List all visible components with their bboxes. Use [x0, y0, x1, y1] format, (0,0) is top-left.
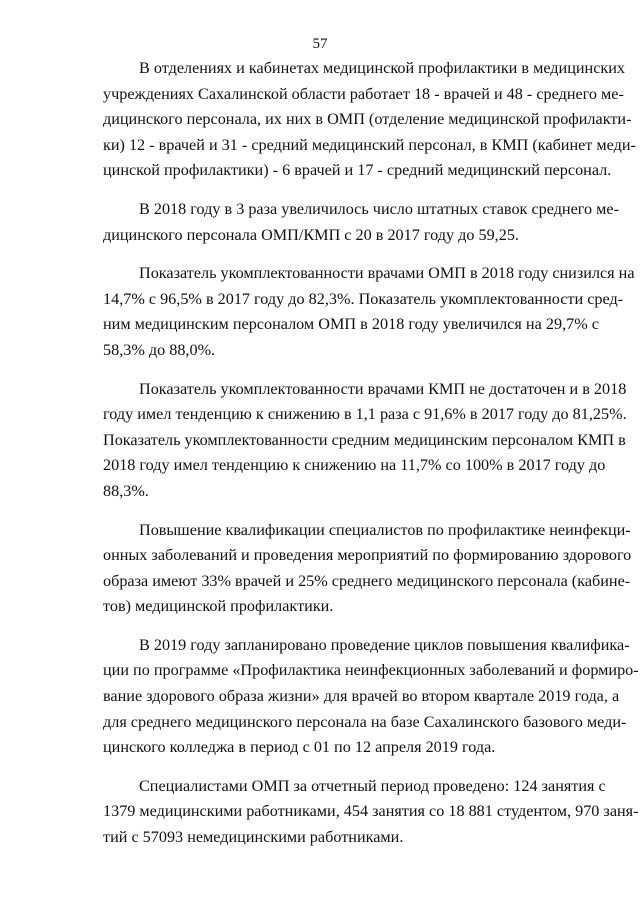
text-line: В отделениях и кабинетах медицинской профилактики в медицинских [139, 59, 625, 77]
text-line: В 2018 году в 3 раза увеличилось число штатных ставок среднего ме- [139, 199, 619, 218]
text-line: Показатель укомплектованности врачами КМП не достаточен и в 2018 [139, 379, 627, 398]
text-line: ции по программе «Профилактика неинфекционных заболеваний и формиро- [103, 661, 639, 680]
text-line: 14,7% с 96,5% в 2017 году до 82,3%. Показатель укомплектованности сред- [103, 289, 624, 308]
text-line: тов) медицинской профилактики. [103, 597, 334, 616]
text-line: учреждениях Сахалинской области работает 18 - врачей и 48 - среднего ме- [103, 84, 624, 103]
text-line: году имел тенденцию к снижению в 1,1 раза с 91,6% в 2017 году до 81,25%. [103, 405, 627, 424]
text-line: дицинского персонала, их них в ОМП (отделение медицинской профилакти- [103, 110, 632, 129]
paragraph-6 [103, 633, 639, 761]
paragraph-7 [103, 774, 639, 851]
text-line: Специалистами ОМП за отчетный период проведено: 124 занятия с [139, 776, 606, 795]
text-line: цинской профилактики) - 6 врачей и 17 - средний медицинский персонал. [103, 161, 612, 180]
text-line: Повышение квалификации специалистов по профилактике неинфекци- [139, 520, 631, 539]
page-number: 57 [312, 36, 328, 52]
paragraph-1 [103, 56, 636, 184]
text-line: 88,3%. [103, 481, 149, 500]
text-line: Показатель укомплектованности врачами ОМП в 2018 году снизился на [139, 264, 635, 283]
text-line: образа имеют 33% врачей и 25% среднего медицинского персонала (кабине- [103, 571, 631, 590]
paragraph-4 [103, 377, 627, 505]
text-line: цинского колледжа в период с 01 по 12 апреля 2019 года. [103, 738, 496, 757]
text-line: дицинского персонала ОМП/КМП с 20 в 2017 году до 59,25. [103, 225, 519, 244]
text-line: вание здорового образа жизни» для врачей во втором квартале 2019 года, а [103, 687, 620, 706]
text-line: В 2019 году запланировано проведение циклов повышения квалифика- [139, 635, 630, 654]
paragraph-2 [103, 197, 619, 248]
text-line: 2018 году имел тенденцию к снижению на 11,7% со 100% в 2017 году до [103, 456, 606, 475]
paragraph-3 [103, 261, 635, 363]
text-line: 1379 медицинскими работниками, 454 занятия со 18 881 студентом, 970 заня- [103, 802, 639, 821]
text-line: ним медицинским персоналом ОМП в 2018 году увеличился на 29,7% с [103, 315, 599, 334]
text-line: для среднего медицинского персонала на базе Сахалинского базового меди- [103, 712, 627, 731]
text-line: 58,3% до 88,0%. [103, 340, 216, 359]
document-body [103, 56, 639, 864]
text-line: тий с 57093 немедицинскими работниками. [103, 828, 404, 847]
text-line: Показатель укомплектованности средним медицинским персоналом КМП в [103, 430, 626, 449]
text-line: ки) 12 - врачей и 31 - средний медицинский персонал, в КМП (кабинет меди- [103, 135, 636, 154]
paragraph-5 [103, 518, 632, 620]
text-line: онных заболеваний и проведения мероприятий по формированию здорового [103, 546, 632, 565]
